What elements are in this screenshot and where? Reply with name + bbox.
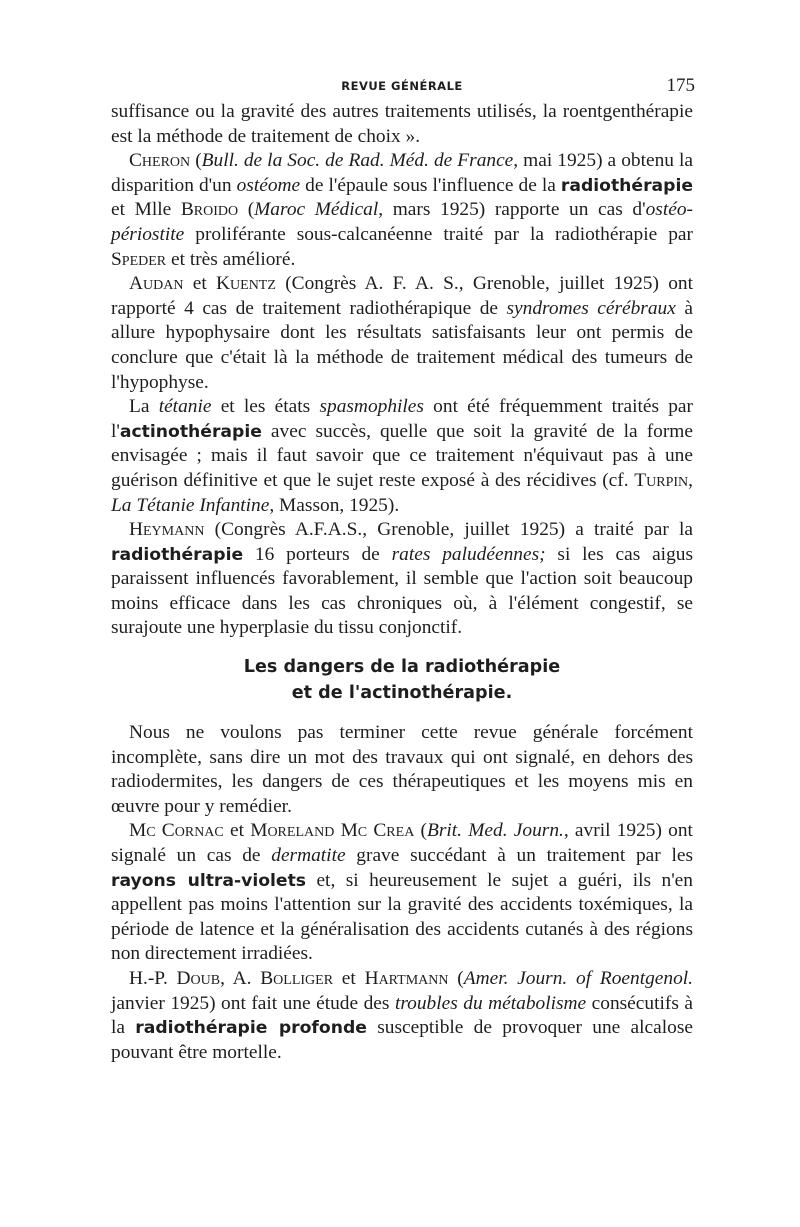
text-run: (Congrès A. F. A. S., Grenoble, juillet 1925) ont rapporté 4 cas de traitement radiothérapique de xyxy=(111,273,693,319)
author-name: Turpin xyxy=(634,469,689,491)
paragraph-4 xyxy=(111,395,693,518)
text-run: grave succédant à un traitement par les xyxy=(345,845,693,867)
bold-term: radiothérapie xyxy=(560,175,694,196)
body-text xyxy=(111,100,693,1065)
bold-term: rayons ultra-violets xyxy=(111,870,307,891)
section-heading-line-1: Les dangers de la radiothérapie xyxy=(243,657,561,678)
author-name: Moreland xyxy=(250,820,335,842)
paragraph-2 xyxy=(111,149,693,272)
author-name: Hartmann xyxy=(364,968,449,989)
text-run: et, si heureusement le sujet a guéri, ils n'en appellent pas moins l'attention sur la gravité des accidents toxémiques, la période de latence et la généralisation des accidents cutanés à des régions non directement irradiées. xyxy=(111,869,693,965)
text-run: , mars 1925) rapporte un cas d' xyxy=(378,199,646,221)
paragraph-8 xyxy=(111,967,693,1065)
paragraph-3 xyxy=(111,272,693,395)
text-run: de l'épaule sous l'influence de la xyxy=(300,174,561,196)
section-heading-line-2: et de l'actinothérapie. xyxy=(291,683,513,704)
text-run: et xyxy=(183,273,217,295)
bold-term: radiothérapie profonde xyxy=(135,1018,367,1039)
author-name: Bolliger xyxy=(260,968,334,989)
page xyxy=(111,70,693,1065)
bold-term: radiothérapie xyxy=(111,544,244,565)
journal-title: Maroc Médical xyxy=(254,199,379,221)
text-run: , xyxy=(688,469,693,491)
bold-term: actinothérapie xyxy=(119,421,262,442)
text-run: et xyxy=(223,820,251,842)
journal-title: Bull. de la Soc. de Rad. Méd. de France xyxy=(201,150,514,172)
paragraph-6 xyxy=(111,721,693,819)
medical-term: tétanie xyxy=(158,396,212,418)
medical-term: syndromes cérébraux xyxy=(506,297,676,319)
text-run: ont été fréquemment traités par l' xyxy=(111,396,693,442)
text-run: suffisance ou la gravité des autres traitements utilisés, la roentgenthérapie est la méthode de traitement de choix ». xyxy=(111,101,693,147)
text-run: à allure hypophysaire dont les résultats satisfaisants leur ont permis de conclure que c'était là la méthode de traitement médical des tumeurs de l'hypophyse. xyxy=(111,297,693,393)
text-run: avec succès, quelle que soit la gravité de la forme envisagée ; mais il faut savoir que ce traitement n'équivaut pas à une guérison définitive et que le sujet reste exposé à des récidives (cf. xyxy=(111,420,693,491)
text-run: , mai 1925) a obtenu la disparition d'un xyxy=(111,150,693,196)
text-run: et très amélioré. xyxy=(166,248,296,270)
text-run: si les cas aigus paraissent influencés favorablement, il semble que l'action soit beaucoup moins efficace dans les cas chroniques où, à l'élément congestif, se surajoute une hyperplasie du tissu conjonctif. xyxy=(111,543,694,639)
medical-term: ostéome xyxy=(236,174,301,196)
medical-term: dermatite xyxy=(271,845,346,867)
text-run: ( xyxy=(448,968,464,989)
author-name: Kuentz xyxy=(216,273,276,295)
text-run: , Masson, 1925). xyxy=(269,494,400,516)
text-run: ( xyxy=(190,150,202,172)
text-run: La xyxy=(129,396,159,418)
text-run: , avril 1925) ont signalé un cas de xyxy=(111,820,693,867)
author-name: Broido xyxy=(180,199,239,221)
text-run: susceptible de provoquer une alcalose pouvant être mortelle. xyxy=(111,1017,693,1063)
author-name: Speder xyxy=(111,248,167,270)
medical-term: ostéo-périostite xyxy=(111,199,693,245)
page-number: 175 xyxy=(666,75,695,96)
author-name: Audan xyxy=(129,273,184,295)
author-name: Mc Cornac xyxy=(129,820,224,842)
book-title: La Tétanie Infantine xyxy=(111,494,270,516)
author-name: Heymann xyxy=(129,519,205,541)
running-title: REVUE GÉNÉRALE xyxy=(341,79,463,93)
text-run: , A. xyxy=(220,968,261,989)
text-run: et xyxy=(333,968,365,989)
paragraph-5 xyxy=(111,518,693,641)
text-run: et Mlle xyxy=(111,199,181,221)
text-run: proliférante sous-calcanéenne traité par la radiothérapie par xyxy=(184,223,693,245)
section-heading xyxy=(111,654,693,706)
medical-term: rates paludéennes; xyxy=(391,543,546,565)
author-name: Cheron xyxy=(129,150,191,172)
text-run: janvier 1925) ont fait une étude des xyxy=(111,992,395,1014)
journal-title: Amer. Journ. of Roentgenol. xyxy=(463,968,694,989)
medical-term: spasmophiles xyxy=(319,396,424,418)
journal-title: Brit. Med. Journ. xyxy=(427,820,564,842)
text-run: H.-P. xyxy=(129,968,177,989)
text-run: 16 porteurs de xyxy=(243,543,392,565)
text-run: ( xyxy=(238,199,255,221)
running-head xyxy=(111,70,693,100)
paragraph-7 xyxy=(111,819,693,967)
author-name: Doub xyxy=(176,968,221,989)
text-run: et les états xyxy=(211,396,320,418)
author-name: Mc Crea xyxy=(340,820,415,842)
text-run: consécutifs à la xyxy=(111,992,693,1039)
medical-term: troubles du métabolisme xyxy=(394,992,587,1014)
text-run: (Congrès A.F.A.S., Grenoble, juillet 1925) a traité par la xyxy=(204,519,693,541)
paragraph-1 xyxy=(111,100,693,149)
text-run: Nous ne voulons pas terminer cette revue générale forcément incomplète, sans dire un mot des travaux qui ont signalé, en dehors des radiodermites, les dangers de ces thérapeutiques et les moyens mis en œuvre pour y remédier. xyxy=(111,722,693,817)
text-run: ( xyxy=(414,820,427,842)
